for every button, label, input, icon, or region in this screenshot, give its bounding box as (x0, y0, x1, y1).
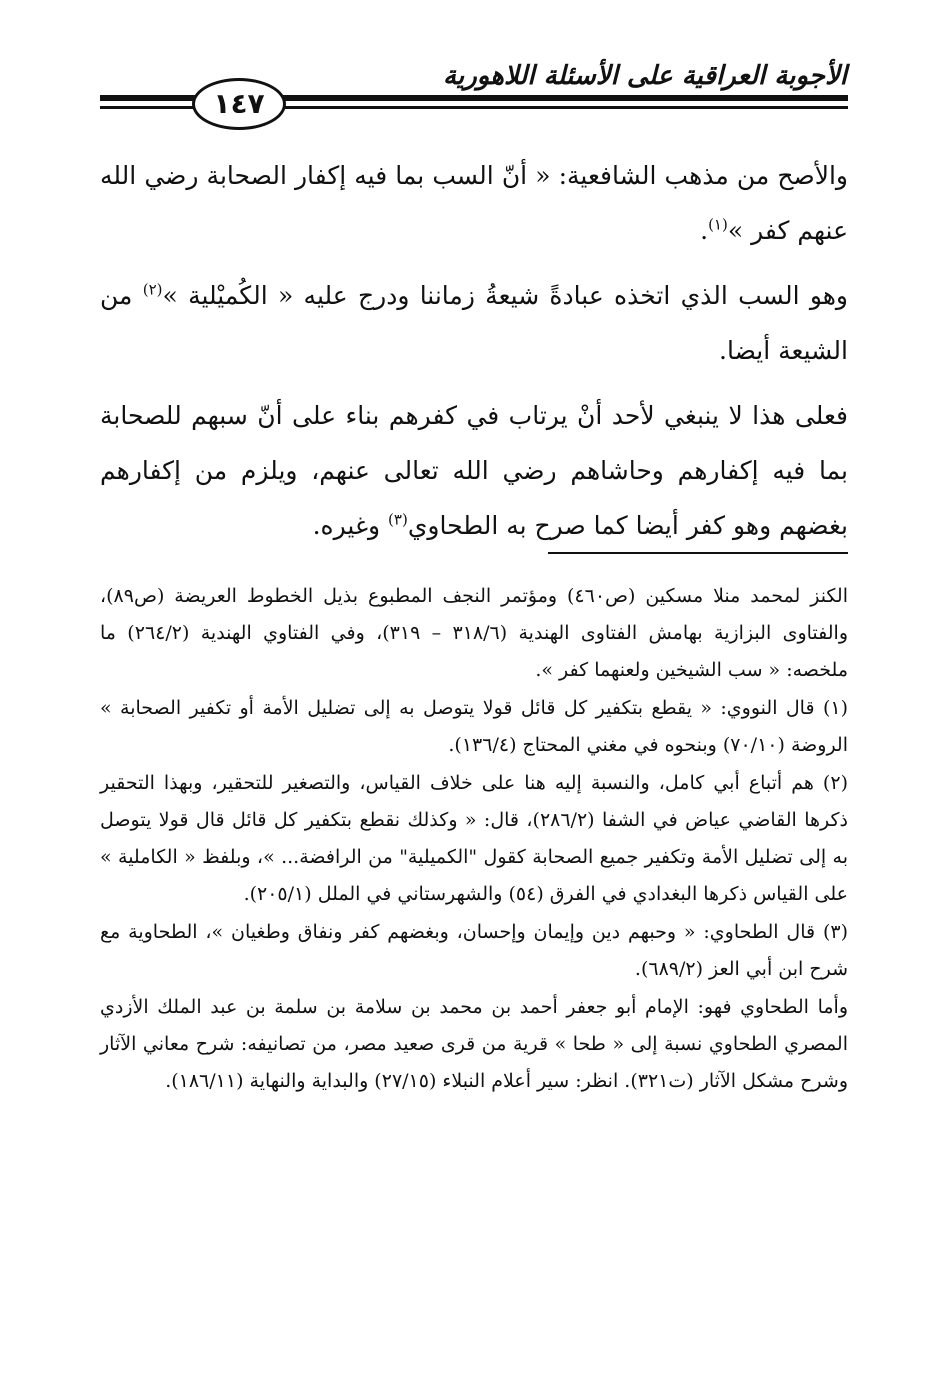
paragraph-2-end: من الشيعة أيضا. (100, 281, 848, 365)
paragraph-3-text: فعلى هذا لا ينبغي لأحد أنْ يرتاب في كفرهم بناء على أنّ سبهم للصحابة بما فيه إكفارهم وحاشاهم رضي الله تعالى عنهم، ويلزم من إكفارهم بغضهم وهو كفر أيضا كما صرح به الطحاوي (100, 401, 848, 540)
footnote-3: (٣) قال الطحاوي: « وحبهم دين وإيمان وإحسان، وبغضهم كفر ونفاق وطغيان »، الطحاوية مع شرح ابن أبي العز (٦٨٩/٢). (100, 921, 848, 980)
footnotes (100, 578, 848, 1101)
paragraph-1-text: والأصح من مذهب الشافعية: « أنّ السب بما فيه إكفار الصحابة رضي الله عنهم كفر » (100, 161, 848, 245)
main-text (100, 148, 848, 563)
paragraph-3-end: وغيره. (312, 511, 389, 540)
paragraph-3 (100, 388, 848, 553)
footnote-ref-3: (٣) (388, 510, 408, 529)
footnote-ref-2: (٢) (142, 280, 163, 299)
running-header-title: الأجوبة العراقية على الأسئلة اللاهورية (443, 61, 847, 91)
footnote-continuation: الكنز لمحمد منلا مسكين (ص٤٦٠) ومؤتمر النجف المطبوع بذيل الخطوط العريضة (ص٨٩)، والفتاوى البزازية بهامش الفتاوى الهندية (٣١٨/٦ – ٣١٩)، وفي الفتاوي الهندية (٢٦٤/٢) ما ملخصه: « سب الشيخين ولعنهما كفر ». (100, 585, 849, 681)
footnote-ref-1: (١) (708, 215, 728, 234)
footnote-3-biography: وأما الطحاوي فهو: الإمام أبو جعفر أحمد بن محمد بن سلامة بن سلمة بن عبد الملك الأزدي المصري الطحاوي نسبة إلى « طحا » قرية من قرى صعيد مصر، من تصانيفه: شرح معاني الآثار وشرح مشكل الآثار (ت٣٢١). انظر: سير أعلام النبلاء (٢٧/١٥) والبداية والنهاية (١٨٦/١١). (100, 996, 848, 1092)
paragraph-2 (100, 268, 848, 378)
footnote-divider (548, 552, 848, 554)
paragraph-1 (100, 148, 848, 258)
page-number: ١٤٧ (192, 78, 286, 130)
footnote-2: (٢) هم أتباع أبي كامل، والنسبة إليه هنا على خلاف القياس، والتصغير للتحقير، وبهذا التحقير ذكرها القاضي عياض في الشفا (٢٨٦/٢)، قال: « وكذلك نقطع بتكفير كل قائل قال قولا يتوصل به إلى تضليل الأمة وتكفير جميع الصحابة كقول "الكميلية" من الرافضة... »، وبلفظ « الكاملية » على القياس ذكرها البغدادي في الفرق (٥٤) والشهرستاني في الملل (٢٠٥/١). (100, 772, 848, 905)
paragraph-1-end: . (700, 216, 709, 245)
footnote-1: (١) قال النووي: « يقطع بتكفير كل قائل قولا يتوصل به إلى تضليل الأمة أو تكفير الصحابة » الروضة (٧٠/١٠) وبنحوه في مغني المحتاج (١٣٦/٤). (100, 697, 848, 756)
paragraph-2-text: وهو السب الذي اتخذه عبادةً شيعةُ زماننا ودرج عليه « الكُميْلية » (162, 281, 848, 310)
